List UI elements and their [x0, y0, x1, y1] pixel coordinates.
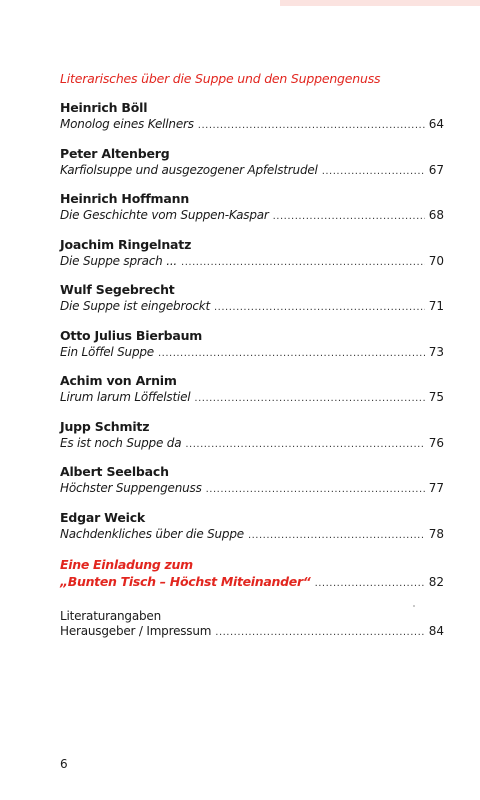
entry-author: Heinrich Hoffmann: [60, 191, 190, 206]
entry-page-number: 71: [428, 299, 444, 313]
entry-title: Karfiolsuppe und ausgezogener Apfelstrudel: [60, 162, 318, 177]
entry-page-number: 76: [428, 435, 444, 450]
dot-leader: [215, 625, 424, 640]
entry-page-number: 75: [428, 390, 444, 404]
toc-entry-references[interactable]: [60, 608, 444, 624]
dot-leader: [315, 576, 425, 591]
toc-entry-schmitz[interactable]: [60, 419, 444, 465]
entry-author: Jupp Schmitz: [60, 418, 150, 434]
dot-leader: [322, 164, 425, 179]
references-label: Literaturangaben: [60, 609, 161, 623]
entry-author: Albert Seelbach: [60, 464, 169, 479]
entry-page-number: 64: [428, 117, 444, 131]
entry-author: Heinrich Böll: [60, 100, 148, 115]
toc-entry-altenberg[interactable]: [60, 146, 444, 192]
dot-leader: [198, 118, 425, 133]
dot-leader: [273, 209, 425, 224]
toc-entry-segebrecht[interactable]: [60, 282, 444, 328]
entry-title: Die Geschichte vom Suppen-Kaspar: [60, 208, 269, 222]
entry-page-number: 67: [428, 162, 444, 177]
page-number: 6: [60, 757, 68, 771]
invitation-line-1: Eine Einladung zum: [60, 557, 193, 572]
invitation-line-2: „Bunten Tisch – Höchst Miteinander“: [60, 574, 311, 589]
toc-entry-ringelnatz[interactable]: [60, 237, 444, 283]
entry-page-number: 77: [428, 481, 444, 495]
entry-page-number: 68: [428, 208, 444, 222]
section-heading: Literarisches über die Suppe und den Suppengenuss: [60, 71, 381, 86]
entry-title: Höchster Suppengenuss: [60, 481, 202, 495]
entry-title: Die Suppe ist eingebrockt: [60, 299, 210, 313]
dot-leader: [206, 482, 425, 497]
entry-page-number: 82: [428, 575, 444, 589]
dot-leader: [194, 391, 424, 406]
top-decorative-rule: [280, 0, 480, 6]
entry-author: Joachim Ringelnatz: [60, 236, 192, 252]
entry-author: Achim von Arnim: [60, 373, 177, 388]
toc-entry-imprint[interactable]: [60, 624, 444, 640]
table-of-contents: [60, 100, 444, 640]
dot-leader: [158, 346, 425, 361]
dot-leader: [248, 528, 425, 543]
dot-leader: [214, 300, 425, 315]
entry-author: Peter Altenberg: [60, 145, 170, 161]
entry-author: Edgar Weick: [60, 509, 146, 525]
imprint-label: Herausgeber / Impressum: [60, 624, 212, 638]
dot-leader: [185, 437, 424, 452]
entry-title: Es ist noch Suppe da: [60, 435, 182, 450]
entry-author: Otto Julius Bierbaum: [60, 327, 203, 343]
toc-entry-arnim[interactable]: [60, 373, 444, 419]
entry-title: Nachdenkliches über die Suppe: [60, 526, 244, 541]
toc-entry-hoffmann[interactable]: [60, 191, 444, 237]
entry-title: Die Suppe sprach ...: [60, 253, 178, 268]
entry-page-number: 70: [428, 253, 444, 268]
entry-page-number: 84: [428, 624, 444, 638]
toc-entry-invitation[interactable]: [60, 557, 444, 604]
toc-entry-weick[interactable]: [60, 510, 444, 556]
print-speck: [413, 605, 415, 607]
entry-author: Wulf Segebrecht: [60, 282, 175, 297]
toc-entry-boell[interactable]: [60, 100, 444, 146]
entry-title: Ein Löffel Suppe: [60, 344, 154, 359]
toc-entry-seelbach[interactable]: [60, 464, 444, 510]
toc-entry-bierbaum[interactable]: [60, 328, 444, 374]
entry-page-number: 78: [428, 526, 444, 541]
entry-title: Monolog eines Kellners: [60, 117, 194, 131]
entry-title: Lirum larum Löffelstiel: [60, 390, 191, 404]
dot-leader: [181, 255, 425, 270]
entry-page-number: 73: [428, 344, 444, 359]
